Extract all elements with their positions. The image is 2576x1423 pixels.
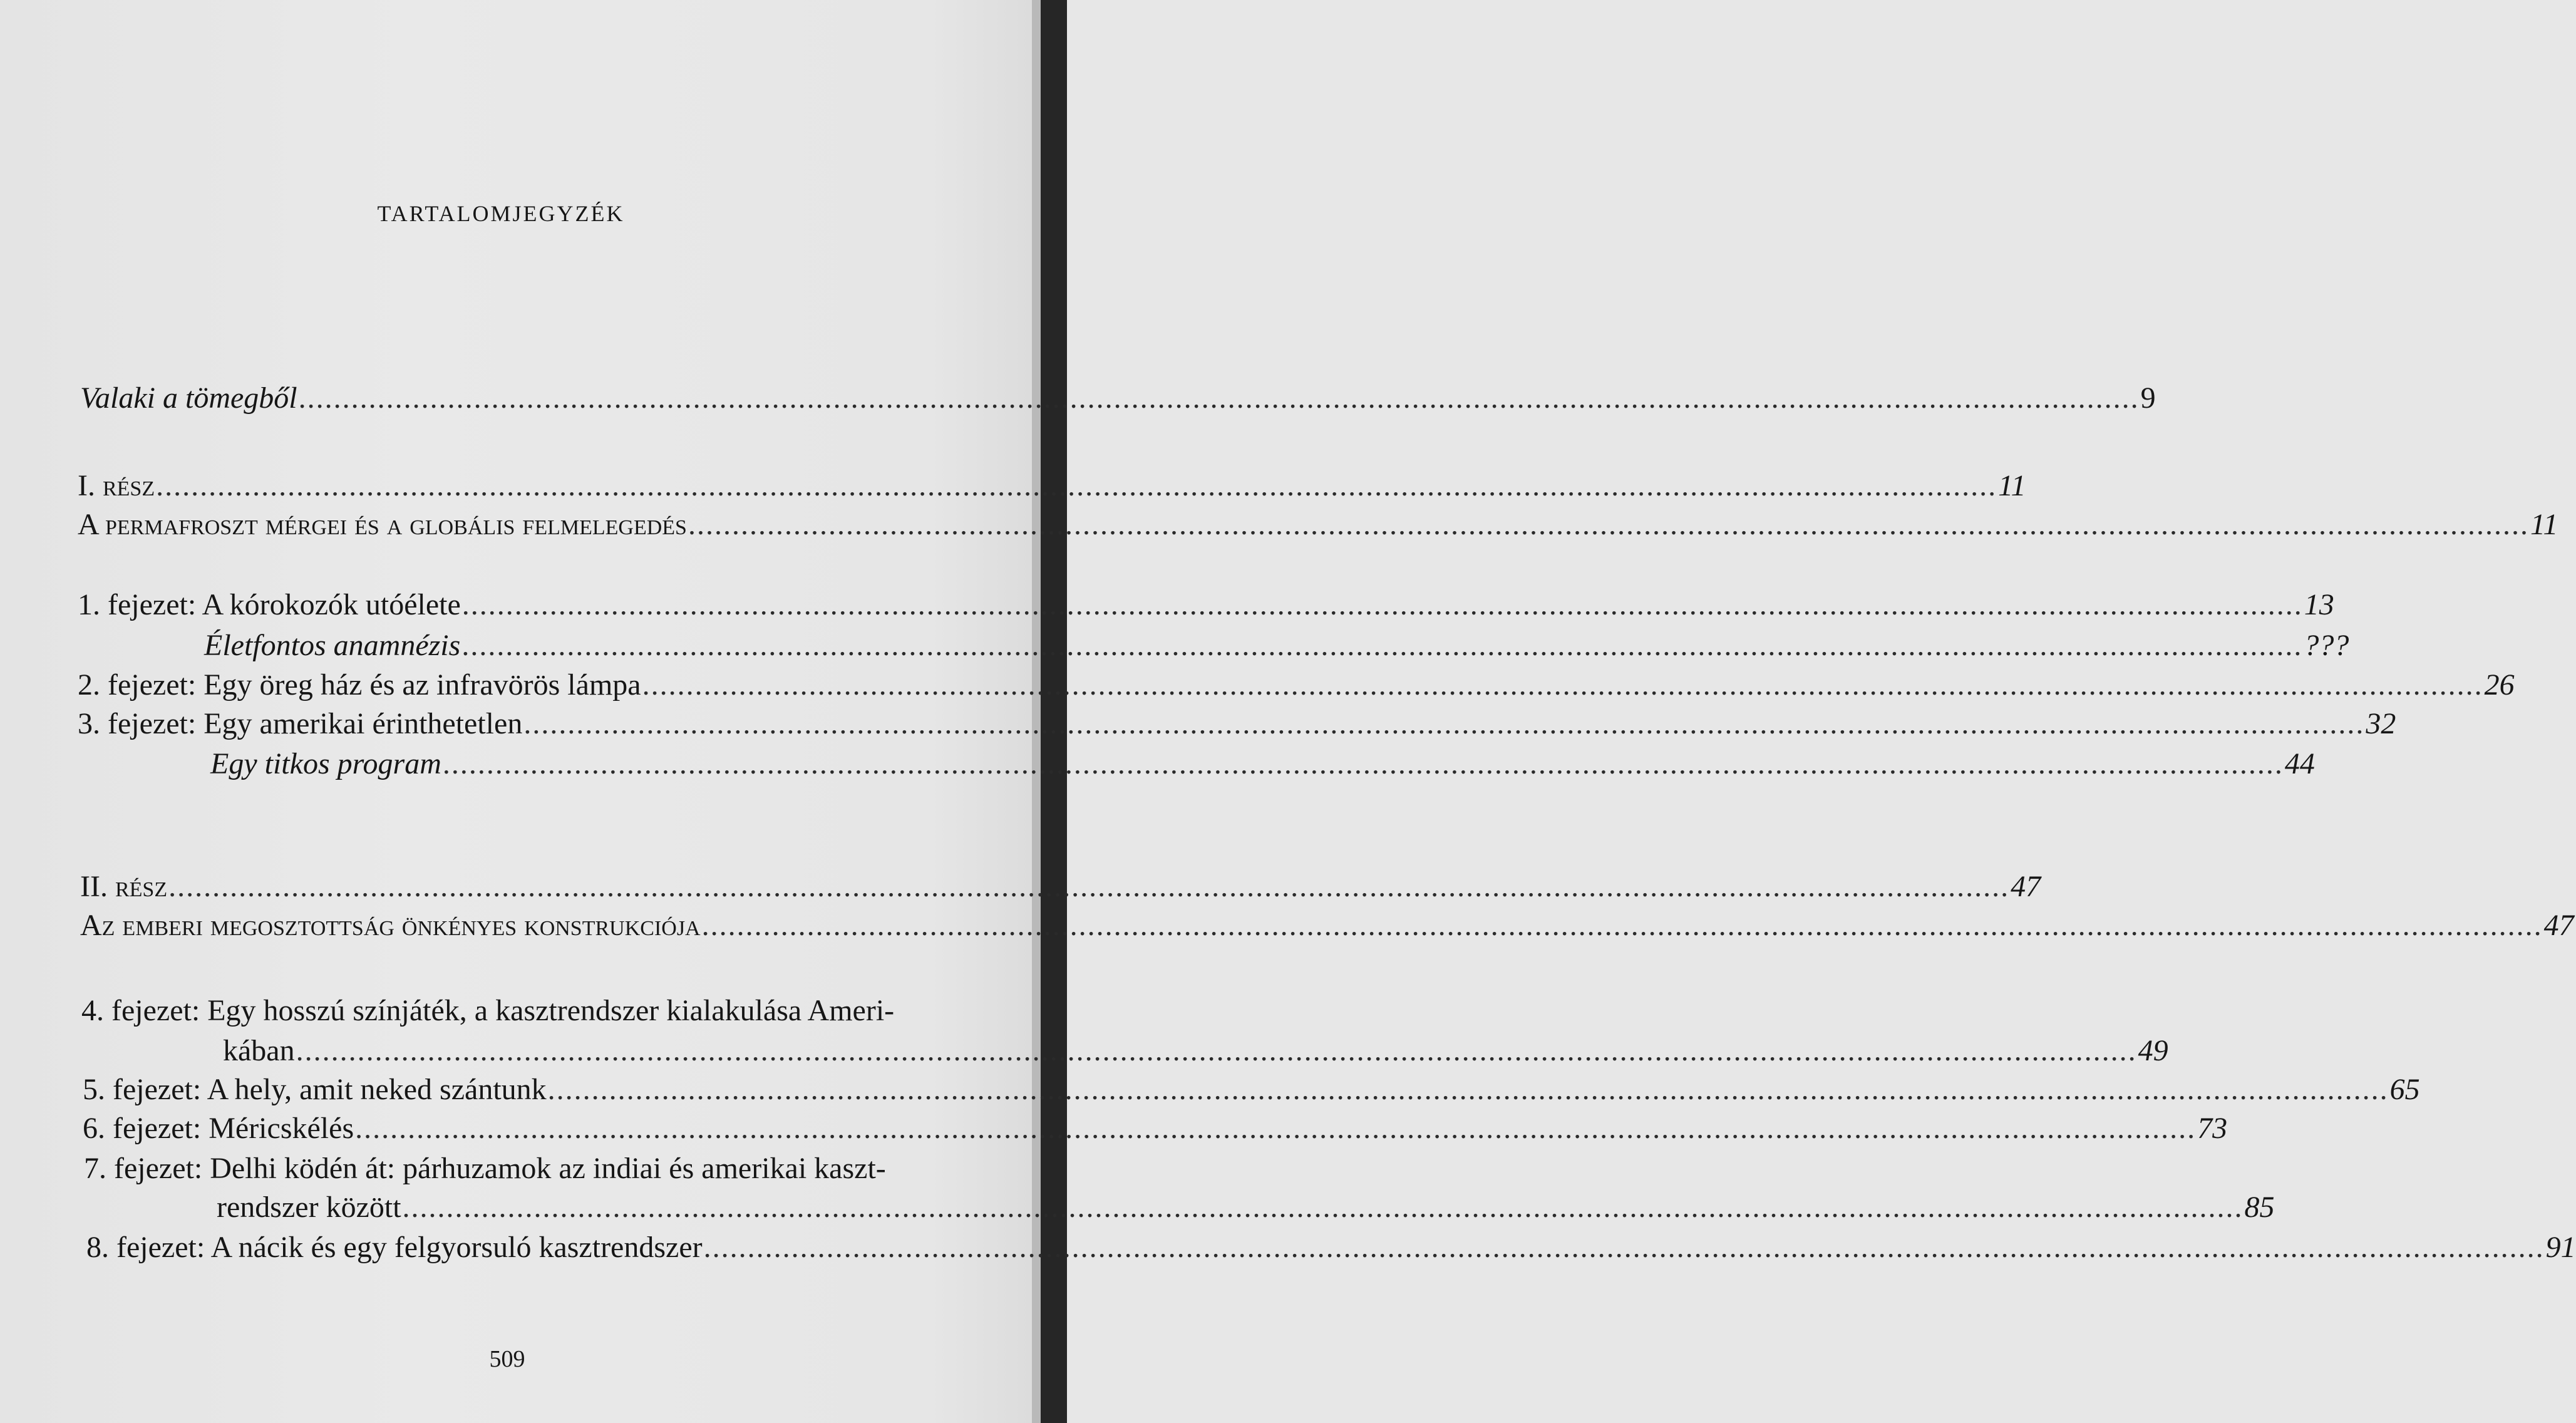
toc-entry-chapter-2 xyxy=(78,668,2515,702)
entry-title: II. rész xyxy=(80,870,168,903)
toc-entry-chapter-4-line-1: 4. fejezet: Egy hosszú színjáték, a kasztrendszer kialakulása Ameri- xyxy=(81,994,895,1027)
toc-entry-chapter-6 xyxy=(83,1111,2228,1146)
dot-leader: .................................................................................................................................................................................................................. xyxy=(703,1231,2545,1264)
toc-entry-chapter-4 xyxy=(223,1033,2168,1068)
entry-title: 5. fejezet: A hely, amit neked szántunk xyxy=(83,1073,547,1106)
entry-page: 11 xyxy=(2530,508,2558,541)
toc-entry-subsection xyxy=(204,628,2349,663)
entry-page: 9 xyxy=(2140,381,2156,415)
dot-leader: .................................................................................................................................................................................................................. xyxy=(688,508,2529,541)
dot-leader: .................................................................................................................................................................................................................. xyxy=(355,1112,2197,1145)
toc-entry-chapter-1 xyxy=(78,587,2334,622)
entry-page: 44 xyxy=(2284,747,2315,780)
page-number: 509 xyxy=(489,1346,525,1372)
entry-page: 26 xyxy=(2484,668,2515,701)
toc-entry-part-2-title xyxy=(80,908,2574,943)
entry-page: 47 xyxy=(2011,870,2041,903)
entry-page: 47 xyxy=(2543,909,2574,942)
entry-page: 13 xyxy=(2304,588,2334,621)
toc-entry-part-2 xyxy=(80,869,2041,904)
entry-title: Egy titkos program xyxy=(210,747,441,780)
toc-entry-prologue xyxy=(80,381,2156,415)
dot-leader: .................................................................................................................................................................................................................. xyxy=(461,588,2303,621)
toc-entry-chapter-3 xyxy=(78,706,2396,741)
entry-title: 6. fejezet: Méricskélés xyxy=(83,1112,354,1145)
dot-leader: .................................................................................................................................................................................................................. xyxy=(298,381,2140,415)
dot-leader: .................................................................................................................................................................................................................. xyxy=(547,1073,2389,1106)
toc-entry-part-1-title xyxy=(78,507,2558,542)
entry-title: I. rész xyxy=(78,469,155,502)
entry-page: 91 xyxy=(2545,1231,2576,1264)
dot-leader: .................................................................................................................................................................................................................. xyxy=(168,870,2010,903)
entry-title: A permafroszt mérgei és a globális felmelegedés xyxy=(78,508,687,541)
dot-leader: .................................................................................................................................................................................................................. xyxy=(523,707,2365,740)
dot-leader: .................................................................................................................................................................................................................. xyxy=(156,469,1997,502)
entry-page: 32 xyxy=(2366,707,2396,740)
entry-page: 11 xyxy=(1998,469,2026,502)
toc-heading: TARTALOMJEGYZÉK xyxy=(377,201,625,226)
entry-page: 65 xyxy=(2389,1073,2420,1106)
entry-title: 2. fejezet: Egy öreg ház és az infravörös lámpa xyxy=(78,668,641,701)
dot-leader: .................................................................................................................................................................................................................. xyxy=(701,909,2543,942)
entry-page: 73 xyxy=(2197,1112,2228,1145)
toc-entry-chapter-7 xyxy=(217,1190,2275,1224)
dot-leader: .................................................................................................................................................................................................................. xyxy=(296,1034,2137,1067)
entry-title: rendszer között xyxy=(217,1191,401,1224)
entry-title: kában xyxy=(223,1034,295,1067)
dot-leader: .................................................................................................................................................................................................................. xyxy=(442,747,2284,780)
entry-page: 49 xyxy=(2138,1034,2168,1067)
dot-leader: .................................................................................................................................................................................................................. xyxy=(402,1191,2244,1224)
dot-leader: .................................................................................................................................................................................................................. xyxy=(642,668,2483,701)
entry-title: 3. fejezet: Egy amerikai érinthetetlen xyxy=(78,707,523,740)
entry-title: Valaki a tömegből xyxy=(80,381,297,415)
toc-entry-chapter-7-line-1: 7. fejezet: Delhi ködén át: párhuzamok az indiai és amerikai kaszt- xyxy=(84,1152,886,1185)
dot-leader: .................................................................................................................................................................................................................. xyxy=(461,629,2303,662)
entry-page: 85 xyxy=(2244,1191,2275,1224)
entry-title: Életfontos anamnézis xyxy=(204,629,461,662)
entry-title: 1. fejezet: A kórokozók utóélete xyxy=(78,588,461,621)
entry-title: Az emberi megosztottság önkényes konstrukciója xyxy=(80,909,701,942)
entry-page: ??? xyxy=(2304,629,2349,662)
toc-entry-subsection xyxy=(210,747,2315,781)
toc-entry-chapter-8 xyxy=(86,1230,2576,1265)
toc-entry-chapter-5 xyxy=(83,1072,2420,1107)
entry-title: 8. fejezet: A nácik és egy felgyorsuló kasztrendszer xyxy=(86,1231,703,1264)
toc-entry-part-1 xyxy=(78,468,2026,503)
